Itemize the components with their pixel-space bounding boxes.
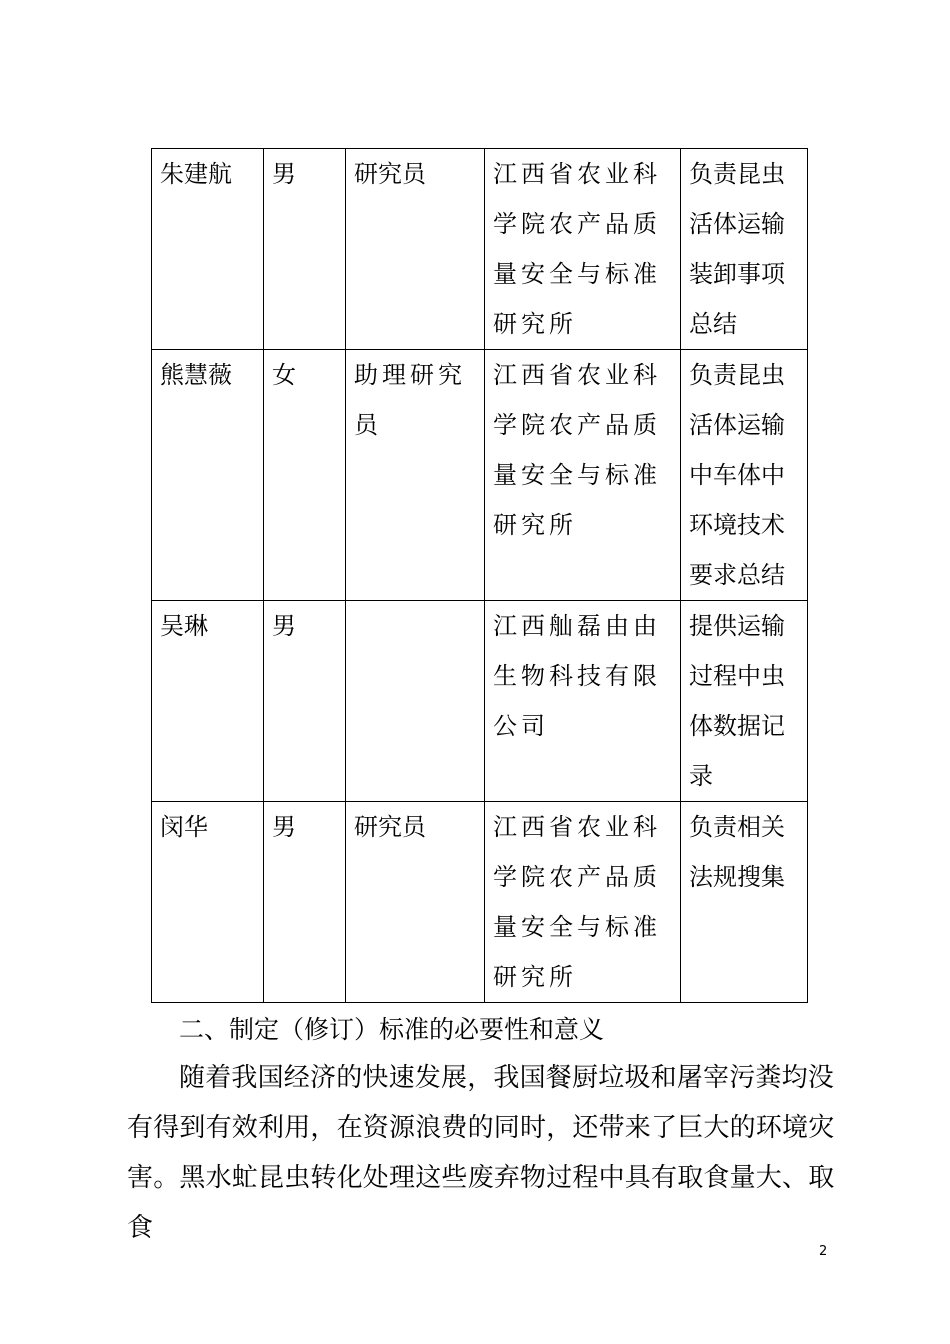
body-paragraph: 随着我国经济的快速发展，我国餐厨垃圾和屠宰污粪均没有得到有效利用，在资源浪费的同时，还带来了巨大的环境灾害。黑水虻昆虫转化处理这些废弃物过程中具有取食量大、取食 xyxy=(127,1063,835,1243)
gender-cell: 女 xyxy=(264,350,346,601)
unit-cell: 江西省农业科学院农产品质量安全与标准研究所 xyxy=(485,350,681,601)
table-row xyxy=(152,350,808,601)
section-heading: 二、制定（修订）标准的必要性和意义 xyxy=(179,1015,605,1044)
unit-cell: 江西省农业科学院农产品质量安全与标准研究所 xyxy=(485,149,681,350)
title-cell xyxy=(346,601,485,802)
page-number: 2 xyxy=(819,1244,828,1259)
gender-cell: 男 xyxy=(264,149,346,350)
unit-cell: 江西省农业科学院农产品质量安全与标准研究所 xyxy=(485,802,681,1003)
name-cell: 朱建航 xyxy=(152,149,264,350)
title-cell: 助理研究员 xyxy=(346,350,485,601)
staff-table xyxy=(151,148,808,1003)
table-row xyxy=(152,149,808,350)
name-cell: 吴琳 xyxy=(152,601,264,802)
task-cell: 负责昆虫活体运输装卸事项总结 xyxy=(681,149,808,350)
table-row xyxy=(152,601,808,802)
gender-cell: 男 xyxy=(264,802,346,1003)
task-cell: 负责昆虫活体运输中车体中环境技术要求总结 xyxy=(681,350,808,601)
name-cell: 熊慧薇 xyxy=(152,350,264,601)
title-cell: 研究员 xyxy=(346,149,485,350)
unit-cell: 江西舢磊由由生物科技有限公司 xyxy=(485,601,681,802)
task-cell: 负责相关法规搜集 xyxy=(681,802,808,1003)
task-cell: 提供运输过程中虫体数据记录 xyxy=(681,601,808,802)
table-row xyxy=(152,802,808,1003)
name-cell: 闵华 xyxy=(152,802,264,1003)
title-cell: 研究员 xyxy=(346,802,485,1003)
gender-cell: 男 xyxy=(264,601,346,802)
